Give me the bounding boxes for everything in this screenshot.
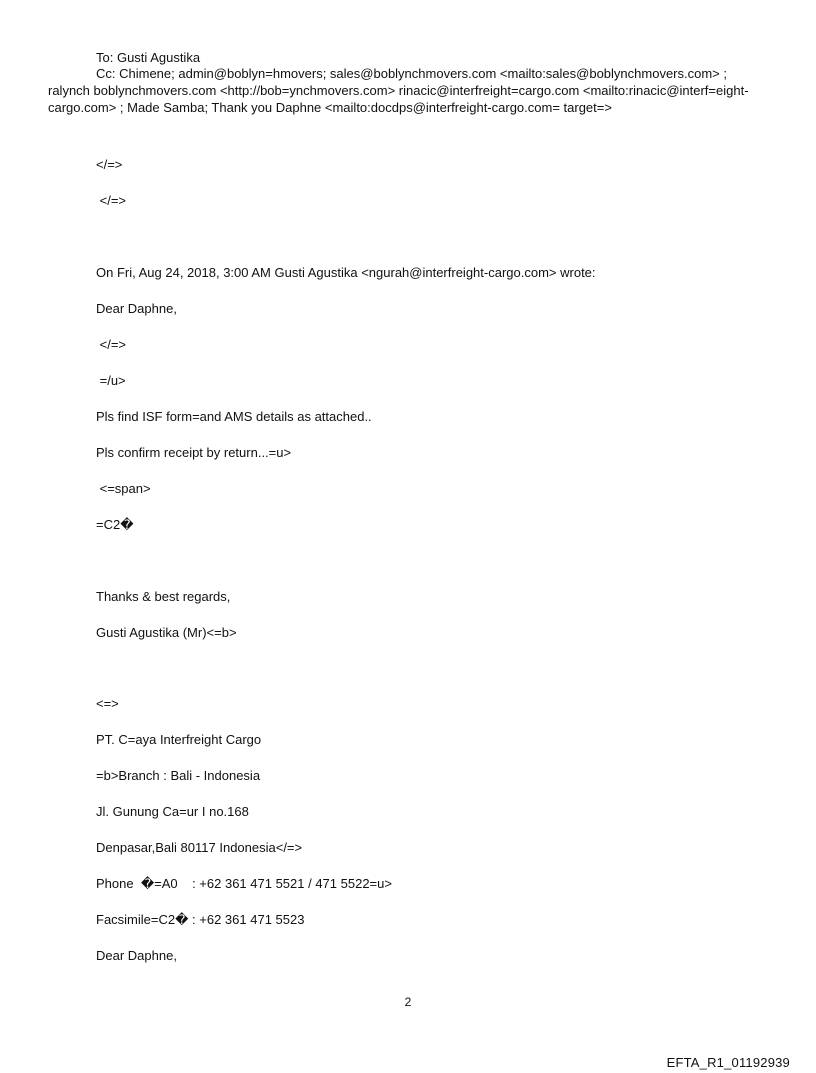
markup-artifact: =C2� (96, 517, 134, 532)
markup-artifact: </=> (96, 157, 123, 172)
markup-artifact: =/u> (96, 373, 126, 388)
address-line: Denpasar,Bali 80117 Indonesia</=> (96, 840, 303, 855)
fax: Facsimile=C2� : +62 361 471 5523 (96, 912, 305, 927)
branch: =b>Branch : Bali - Indonesia (96, 768, 261, 783)
address-line: Jl. Gunung Ca=ur I no.168 (96, 804, 249, 819)
greeting: Dear Daphne, (96, 301, 177, 316)
to-line: To: Gusti Agustika (96, 50, 201, 65)
signature-name: Gusti Agustika (Mr)<=b> (96, 625, 237, 640)
company-name: PT. C=aya Interfreight Cargo (96, 732, 262, 747)
bates-number: EFTA_R1_01192939 (666, 1055, 790, 1070)
closing: Thanks & best regards, (96, 589, 231, 604)
phone: Phone �=A0 : +62 361 471 5521 / 471 5522=u> (96, 876, 392, 891)
markup-artifact: </=> (96, 337, 126, 352)
markup-artifact: <=> (96, 696, 119, 711)
greeting: Dear Daphne, (96, 948, 177, 963)
markup-artifact: </=> (96, 193, 126, 208)
page-number: 2 (404, 995, 412, 1009)
quoted-header: On Fri, Aug 24, 2018, 3:00 AM Gusti Agustika <ngurah@interfreight-cargo.com> wrote: (96, 265, 596, 280)
markup-artifact: <=span> (96, 481, 151, 496)
body-text: Pls confirm receipt by return...=u> (96, 445, 292, 460)
body-text: Pls find ISF form=and AMS details as attached.. (96, 409, 372, 424)
cc-line: Cc: Chimene; admin@boblyn=hmovers; sales@boblynchmovers.com <mailto:sales@boblynchmovers.com> ; ralynch boblynchmovers.com <http://bob=ynchmovers.com> rinacic@interfreight=cargo.com <mailto:rinacic@interf=eight-cargo.com> ; Made Samba; Thank you Daphne <mailto:docdps@interfreight-cargo.com= target=> (48, 66, 749, 115)
